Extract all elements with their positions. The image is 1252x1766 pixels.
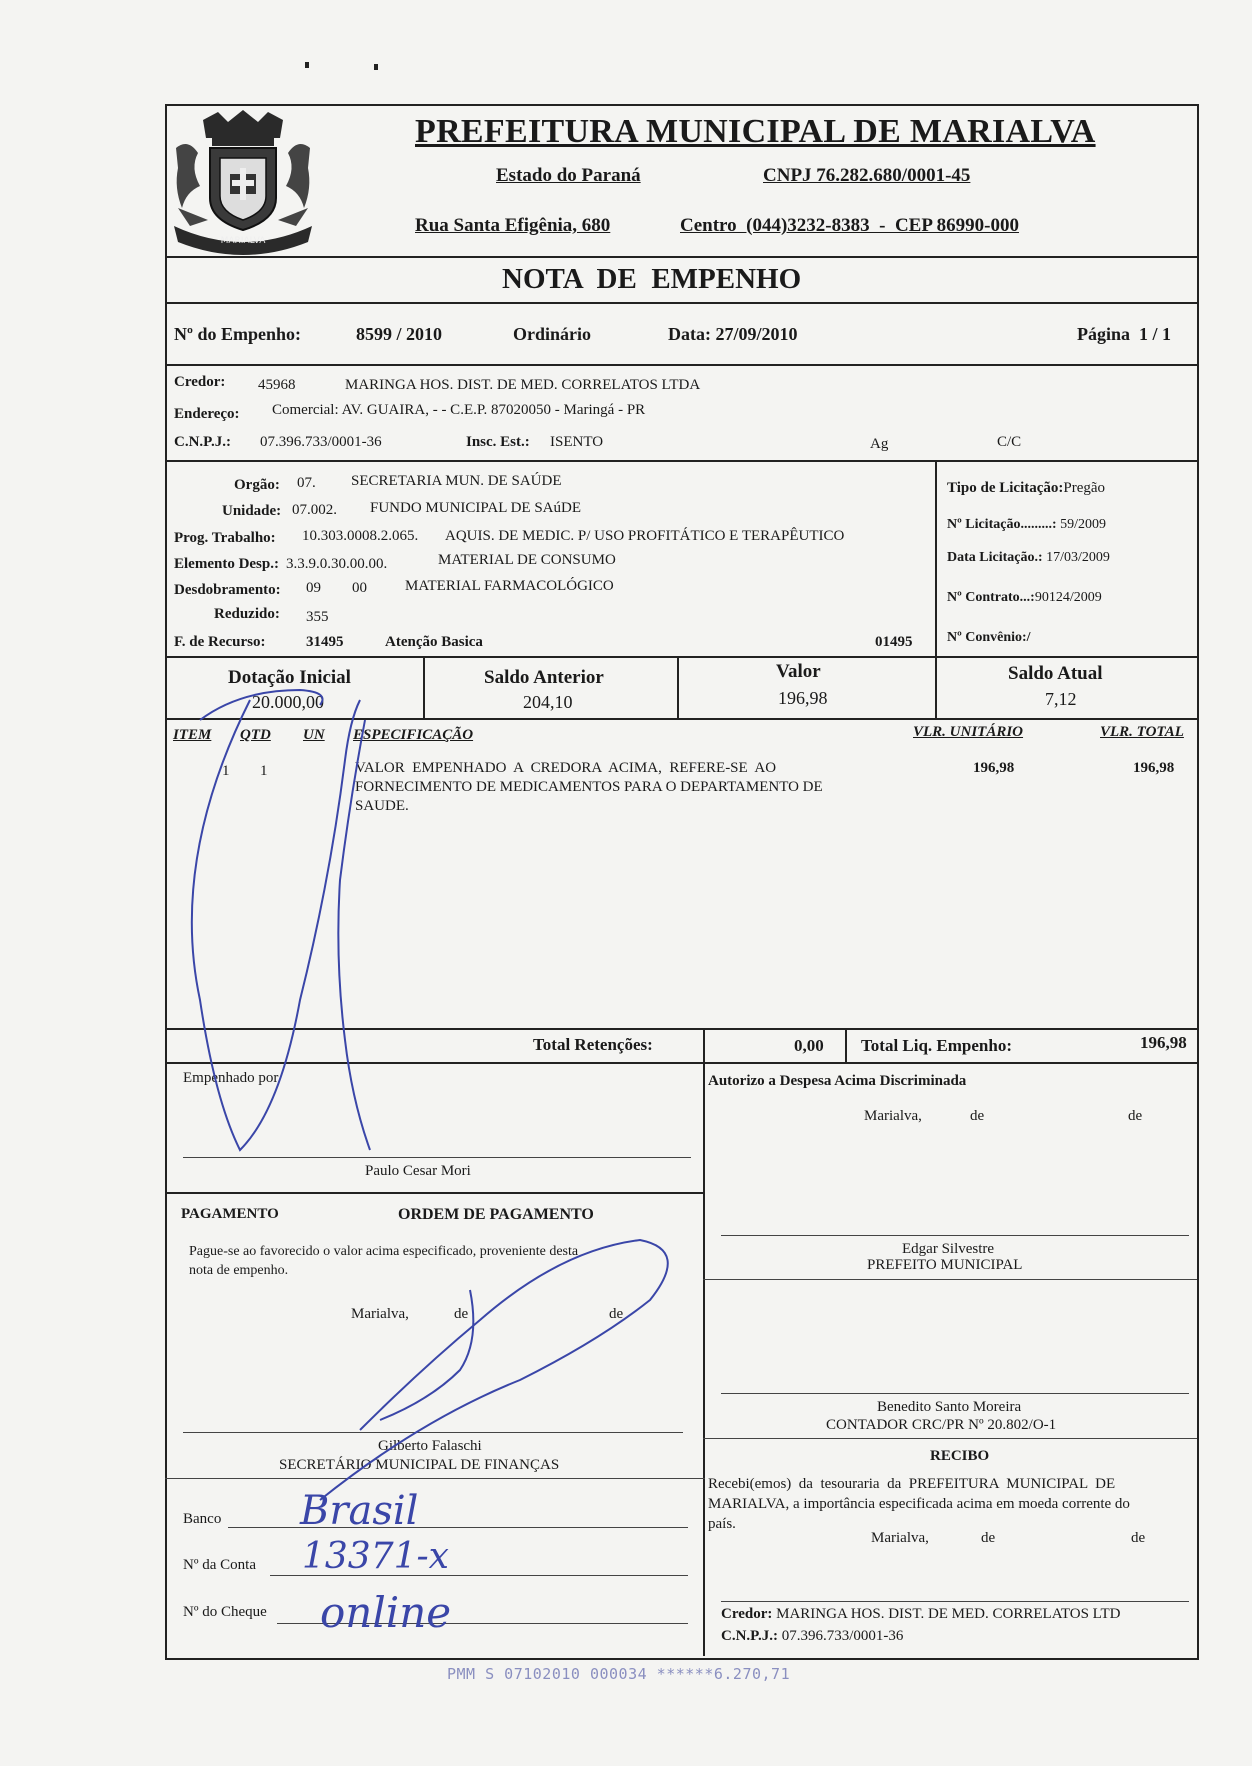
- recibo-de2: de: [1131, 1530, 1146, 1546]
- recibo-credor-name: MARINGA HOS. DIST. DE MED. CORRELATOS LTD: [776, 1606, 1121, 1622]
- num-licitacao: [947, 517, 1106, 533]
- cnpj-header: CNPJ 76.282.680/0001-45: [763, 165, 971, 186]
- num-licitacao-label: Nº Licitação.........:: [947, 517, 1057, 532]
- ordem-city: Marialva,: [351, 1306, 409, 1322]
- recibo-credor-label: Credor:: [721, 1606, 773, 1622]
- unidade-label: Unidade:: [222, 503, 282, 519]
- recurso-label: F. de Recurso:: [174, 634, 266, 650]
- state-label: Estado do Paraná: [496, 165, 641, 186]
- saldo-atual-value: 7,12: [1045, 689, 1077, 709]
- credor-name: MARINGA HOS. DIST. DE MED. CORRELATOS LTDA: [345, 377, 701, 393]
- reduzido-label: Reduzido:: [214, 606, 280, 622]
- item-desc-line1: VALOR EMPENHADO A CREDORA ACIMA, REFERE-SE AO: [355, 760, 777, 776]
- banco-field-line: [228, 1527, 688, 1528]
- elemento-label: Elemento Desp.:: [174, 556, 279, 572]
- data-licitacao: [947, 550, 1110, 566]
- ie-label: Insc. Est.:: [466, 434, 530, 450]
- desdob-code2: 00: [352, 580, 367, 596]
- recurso-desc: Atenção Basica: [385, 634, 483, 650]
- ordem-de1: de: [454, 1306, 469, 1322]
- scan-speck: [305, 62, 309, 68]
- recurso-number: 01495: [875, 634, 913, 650]
- conta-label: Nº da Conta: [183, 1557, 256, 1573]
- signature-line: [721, 1601, 1189, 1602]
- total-liq-value: 196,98: [1140, 1033, 1187, 1052]
- item-total-value: 196,98: [1133, 760, 1175, 776]
- scan-speck: [374, 64, 378, 70]
- saldo-atual-label: Saldo Atual: [1008, 663, 1103, 684]
- num-contrato: [947, 590, 1102, 606]
- empenhado-name: Paulo Cesar Mori: [365, 1163, 471, 1179]
- divider: [165, 718, 1197, 720]
- prefeito-name: Edgar Silvestre: [902, 1241, 995, 1257]
- elemento-code: 3.3.9.0.30.00.00.: [286, 556, 388, 572]
- col-vlr-unitario: VLR. UNITÁRIO: [913, 724, 1024, 740]
- totals-divider: [703, 1028, 705, 1062]
- desdob-label: Desdobramento:: [174, 582, 281, 598]
- pague-line2: nota de empenho.: [189, 1263, 289, 1278]
- empenho-date: Data: 27/09/2010: [668, 324, 798, 344]
- divider: [165, 302, 1197, 304]
- dotacao-label: Dotação Inicial: [228, 667, 351, 688]
- col-item: ITEM: [173, 727, 212, 743]
- empenho-type: Ordinário: [513, 324, 592, 344]
- empenho-label: Nº do Empenho:: [174, 324, 301, 344]
- recibo-cnpj-value: 07.396.733/0001-36: [781, 1628, 904, 1644]
- item-number: 1: [222, 763, 230, 779]
- saldo-divider: [935, 656, 937, 718]
- orgao-name: SECRETARIA MUN. DE SAÚDE: [351, 473, 562, 489]
- empenho-number: 8599 / 2010: [356, 324, 443, 344]
- divider: [703, 1438, 1197, 1439]
- divider: [165, 460, 1197, 462]
- recibo-city: Marialva,: [871, 1530, 929, 1546]
- cheque-handwritten: online: [320, 1588, 452, 1637]
- credor-address: Comercial: AV. GUAIRA, - - C.E.P. 87020050 - Maringá - PR: [272, 402, 646, 418]
- divider: [165, 1062, 1197, 1064]
- secretario-role: SECRETÁRIO MUNICIPAL DE FINANÇAS: [279, 1457, 560, 1473]
- municipality-title: PREFEITURA MUNICIPAL DE MARIALVA: [415, 113, 1096, 150]
- item-qtd: 1: [260, 763, 268, 779]
- ordem-de2: de: [609, 1306, 624, 1322]
- recibo-line2: MARIALVA, a importância especificada acima em moeda corrente do: [708, 1496, 1130, 1512]
- desdob-code1: 09: [306, 580, 321, 596]
- divider: [165, 1028, 1197, 1030]
- signature-line: [183, 1157, 691, 1158]
- credor-label: Credor:: [174, 374, 226, 390]
- data-licitacao-label: Data Licitação.:: [947, 550, 1043, 565]
- divider: [703, 1279, 1197, 1280]
- recibo-credor: [721, 1606, 1120, 1623]
- tipo-licitacao-label: Tipo de Licitação:: [947, 480, 1064, 496]
- total-liq-label: Total Liq. Empenho:: [861, 1036, 1012, 1055]
- recibo-title: RECIBO: [930, 1448, 990, 1464]
- recibo-line3: país.: [708, 1516, 736, 1532]
- item-desc-line2: FORNECIMENTO DE MEDICAMENTOS PARA O DEPARTAMENTO DE: [355, 779, 823, 795]
- svg-text:MARIALVA: MARIALVA: [220, 236, 266, 246]
- reduzido-value: 355: [306, 609, 329, 625]
- page-number: Página 1 / 1: [1077, 324, 1172, 344]
- signature-line: [721, 1393, 1189, 1394]
- saldo-anterior-value: 204,10: [523, 692, 573, 712]
- autorizo-city: Marialva,: [864, 1108, 922, 1124]
- divider: [165, 364, 1197, 366]
- footer-stamp: PMM S 07102010 000034 ******6.270,71: [447, 1665, 791, 1683]
- prog-desc: AQUIS. DE MEDIC. P/ USO PROFITÁTICO E TERAPÊUTICO: [445, 528, 845, 544]
- banco-handwritten: Brasil: [300, 1488, 419, 1534]
- recurso-code: 31495: [306, 634, 344, 650]
- empenhado-label: Empenhado por: [183, 1070, 279, 1086]
- prefeito-role: PREFEITO MUNICIPAL: [867, 1257, 1023, 1273]
- ag-label: Ag: [870, 436, 889, 452]
- credor-code: 45968: [258, 377, 296, 393]
- autorizo-de2: de: [1128, 1108, 1143, 1124]
- valor-value: 196,98: [778, 688, 828, 708]
- address-label: Endereço:: [174, 406, 240, 422]
- cc-label: C/C: [997, 434, 1022, 450]
- divider: [165, 256, 1197, 258]
- contador-name: Benedito Santo Moreira: [877, 1399, 1022, 1415]
- col-qtd: QTD: [240, 727, 271, 743]
- orgao-code: 07.: [297, 475, 316, 491]
- num-licitacao-value: 59/2009: [1060, 517, 1106, 532]
- item-unit-value: 196,98: [973, 760, 1015, 776]
- divider: [165, 1478, 705, 1479]
- autorizo-label: Autorizo a Despesa Acima Discriminada: [708, 1073, 967, 1089]
- saldo-anterior-label: Saldo Anterior: [484, 667, 604, 688]
- cheque-label: Nº do Cheque: [183, 1604, 267, 1620]
- prog-label: Prog. Trabalho:: [174, 530, 276, 546]
- col-un: UN: [303, 727, 325, 743]
- col-vlr-total: VLR. TOTAL: [1100, 724, 1184, 740]
- tipo-licitacao: [947, 480, 1105, 497]
- unidade-code: 07.002.: [292, 502, 337, 518]
- saldo-divider: [677, 656, 679, 718]
- valor-label: Valor: [776, 661, 821, 682]
- tipo-licitacao-value: Pregão: [1063, 480, 1106, 496]
- pague-line1: Pague-se ao favorecido o valor acima especificado, proveniente desta: [189, 1244, 579, 1259]
- address-header: Rua Santa Efigênia, 680: [415, 215, 611, 236]
- num-contrato-value: 90124/2009: [1034, 590, 1102, 605]
- data-licitacao-value: 17/03/2009: [1046, 550, 1110, 565]
- banco-label: Banco: [183, 1511, 222, 1527]
- saldo-divider: [423, 656, 425, 718]
- contador-role: CONTADOR CRC/PR Nº 20.802/O-1: [826, 1417, 1057, 1433]
- ordem-pagamento-title: ORDEM DE PAGAMENTO: [398, 1206, 594, 1223]
- autorizo-de1: de: [970, 1108, 985, 1124]
- secretario-name: Gilberto Falaschi: [378, 1438, 482, 1454]
- district-phone-cep: Centro (044)3232-8383 - CEP 86990-000: [680, 215, 1019, 236]
- recibo-cnpj: [721, 1628, 903, 1645]
- dotacao-value: 20.000,00: [252, 692, 324, 712]
- cnpj-label: C.N.P.J.:: [174, 434, 231, 450]
- elemento-desc: MATERIAL DE CONSUMO: [438, 552, 616, 568]
- desdob-desc: MATERIAL FARMACOLÓGICO: [405, 578, 614, 594]
- pagamento-title: PAGAMENTO: [181, 1206, 279, 1222]
- budget-vertical-divider: [935, 460, 937, 656]
- credor-cnpj: 07.396.733/0001-36: [260, 434, 382, 450]
- conta-handwritten: 13371-x: [302, 1536, 449, 1577]
- coat-of-arms-logo: [168, 108, 318, 258]
- signature-line: [183, 1432, 683, 1433]
- divider: [165, 1192, 705, 1194]
- orgao-label: Orgão:: [234, 477, 280, 493]
- num-convenio: Nº Convênio:/: [947, 630, 1031, 645]
- retencoes-label: Total Retenções:: [533, 1035, 653, 1054]
- signature-line: [721, 1235, 1189, 1236]
- doc-title: NOTA DE EMPENHO: [502, 263, 802, 295]
- item-desc-line3: SAUDE.: [355, 798, 409, 814]
- prog-code: 10.303.0008.2.065.: [302, 528, 419, 544]
- recibo-line1: Recebi(emos) da tesouraria da PREFEITURA MUNICIPAL DE: [708, 1476, 1116, 1492]
- totals-divider: [845, 1028, 847, 1062]
- lower-center-divider: [703, 1062, 705, 1656]
- recibo-cnpj-label: C.N.P.J.:: [721, 1628, 778, 1644]
- retencoes-value: 0,00: [794, 1036, 824, 1055]
- recibo-de1: de: [981, 1530, 996, 1546]
- ie-value: ISENTO: [550, 434, 604, 450]
- unidade-name: FUNDO MUNICIPAL DE SAúDE: [370, 500, 581, 516]
- divider: [165, 656, 1197, 658]
- col-especificacao: ESPECIFICAÇÃO: [353, 727, 474, 743]
- num-contrato-label: Nº Contrato...:: [947, 590, 1035, 605]
